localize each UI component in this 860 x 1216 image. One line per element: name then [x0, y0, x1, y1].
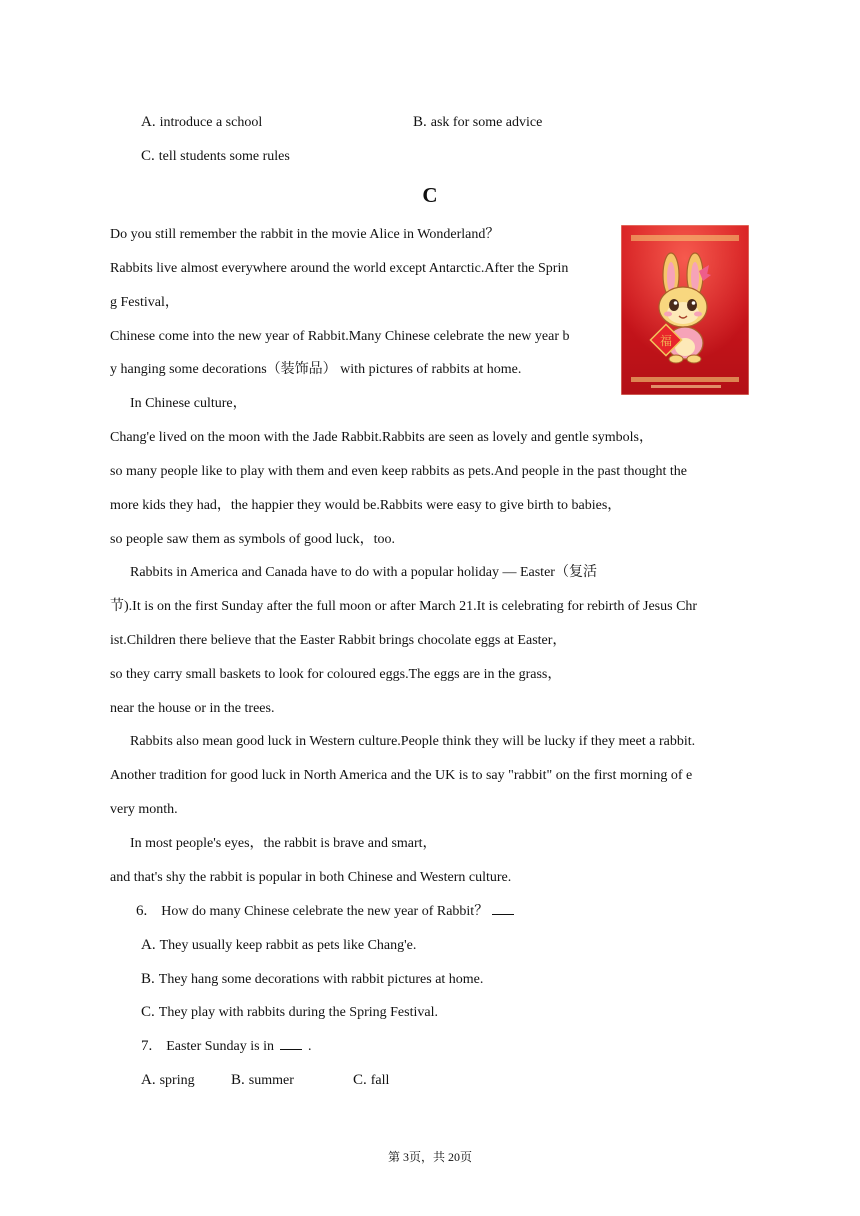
passage-line: Chang'e lived on the moon with the Jade Rabbit.Rabbits are seen as lovely and gentle symbols， [110, 430, 653, 445]
option-b[interactable] [413, 113, 542, 132]
fu-badge-text: 福 [659, 334, 673, 348]
option-text: spring [159, 1073, 195, 1088]
option-a[interactable] [141, 113, 262, 132]
question-number: 7. [141, 1038, 153, 1054]
option-text: introduce a school [159, 115, 263, 130]
question-text: Easter Sunday is in [166, 1039, 274, 1054]
option-text: fall [370, 1073, 390, 1088]
option-text: summer [248, 1073, 294, 1088]
passage-line: so many people like to play with them and even keep rabbits as pets.And people in the past thought the [110, 464, 687, 479]
option-text: They play with rabbits during the Spring Festival. [158, 1005, 438, 1020]
option-letter: C. [353, 1072, 367, 1088]
passage-line: 节).It is on the first Sunday after the full moon or after March 21.It is celebrating for rebirth of Jesus Chr [110, 599, 698, 614]
q7-option-c[interactable] [353, 1071, 389, 1090]
q6-option-b[interactable] [141, 970, 483, 989]
passage-line: Rabbits also mean good luck in Western culture.People think they will be lucky if they meet a rabbit. [130, 734, 696, 749]
option-letter: A. [141, 937, 156, 953]
question-text: How do many Chinese celebrate the new year of Rabbit？ [161, 904, 489, 919]
page-footer: 第 3页，共 20页 [387, 1150, 472, 1164]
q7-option-a[interactable] [141, 1071, 195, 1090]
option-text: ask for some advice [430, 115, 543, 130]
q6-option-c[interactable] [141, 1003, 438, 1022]
passage-line: more kids they had，the happier they would be.Rabbits were easy to give birth to babies， [110, 498, 622, 513]
option-c[interactable] [141, 147, 290, 166]
passage-line: so they carry small baskets to look for coloured eggs.The eggs are in the grass， [110, 667, 562, 682]
passage-line: y hanging some decorations（装饰品） with pictures of rabbits at home. [110, 362, 522, 377]
question-7 [141, 1037, 311, 1056]
q6-option-a[interactable] [141, 936, 416, 955]
option-text: They hang some decorations with rabbit pictures at home. [158, 972, 484, 987]
passage-line: near the house or in the trees. [110, 701, 275, 716]
section-heading: C [422, 183, 438, 207]
option-text: They usually keep rabbit as pets like Chang'e. [159, 938, 417, 953]
passage-line: very month. [110, 802, 178, 817]
passage-line: Chinese come into the new year of Rabbit.Many Chinese celebrate the new year b [110, 329, 570, 344]
option-text: tell students some rules [158, 149, 290, 164]
answer-blank[interactable] [492, 902, 514, 915]
passage-line: Another tradition for good luck in North America and the UK is to say "rabbit" on the first morning of e [110, 768, 693, 783]
passage-line: In most people's eyes，the rabbit is brave and smart， [130, 836, 437, 851]
answer-blank[interactable] [280, 1037, 302, 1050]
question-6 [136, 902, 514, 921]
passage-line: g Festival， [110, 295, 179, 310]
rabbit-picture-icon [621, 225, 749, 395]
passage-line: In Chinese culture， [130, 396, 247, 411]
question-number: 6. [136, 903, 148, 919]
passage-line: so people saw them as symbols of good luck，too. [110, 532, 396, 547]
passage-line: and that's shy the rabbit is popular in both Chinese and Western culture. [110, 870, 512, 885]
rabbit-illustration [621, 225, 749, 395]
question-text-end: . [307, 1039, 312, 1054]
option-letter: C. [141, 1004, 155, 1020]
option-letter: B. [413, 114, 427, 130]
option-letter: B. [141, 971, 155, 987]
passage-line: Rabbits in America and Canada have to do with a popular holiday — Easter（复活 [130, 565, 597, 580]
option-letter: A. [141, 114, 156, 130]
q7-option-b[interactable] [231, 1071, 294, 1090]
option-letter: C. [141, 148, 155, 164]
option-letter: A. [141, 1072, 156, 1088]
passage-line: Do you still remember the rabbit in the movie Alice in Wonderland？ [110, 227, 500, 242]
passage-line: ist.Children there believe that the Easter Rabbit brings chocolate eggs at Easter， [110, 633, 567, 648]
passage-line: Rabbits live almost everywhere around the world except Antarctic.After the Sprin [110, 261, 569, 276]
option-letter: B. [231, 1072, 245, 1088]
